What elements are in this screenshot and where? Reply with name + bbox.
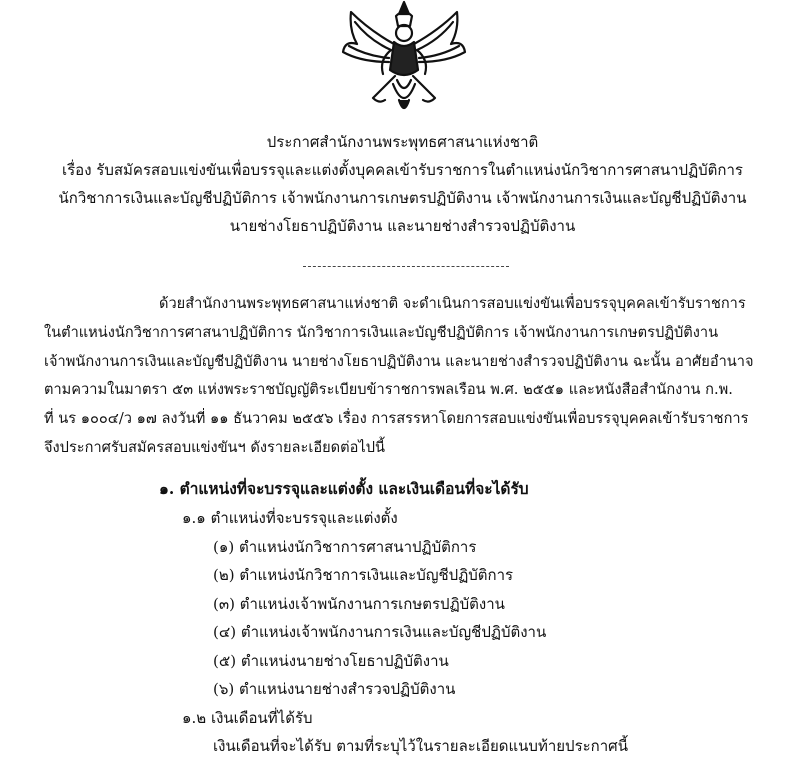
agency-title: ประกาศสำนักงานพระพุทธศาสนาแห่งชาติ [266, 133, 539, 151]
subsection-1-1-label: ๑.๑ ตำแหน่งที่จะบรรจุและแต่งตั้ง [182, 509, 398, 527]
position-item: (๓) ตำแหน่งเจ้าพนักงานการเกษตรปฏิบัติงาน [213, 595, 505, 613]
salary-note: เงินเดือนที่จะได้รับ ตามที่ระบุไว้ในรายละเอียดแนบท้ายประกาศนี้ [213, 737, 628, 755]
subject-line-3: นายช่างโยธาปฏิบัติงาน และนายช่างสำรวจปฏิบัติงาน [229, 217, 576, 235]
section-1-heading: ๑. ตำแหน่งที่จะบรรจุและแต่งตั้ง และเงินเดือนที่จะได้รับ [159, 479, 529, 498]
subject-line-1: เรื่อง รับสมัครสอบแข่งขันเพื่อบรรจุและแต่งตั้งบุคคลเข้ารับราชการในตำแหน่งนักวิชาการศาสนาปฏิบัติการ [62, 161, 743, 179]
garuda-emblem-icon [339, 0, 469, 118]
announcement-header [0, 128, 805, 240]
paragraph-line: ที่ นร ๑๐๐๔/ว ๑๗ ลงวันที่ ๑๑ ธันวาคม ๒๕๕๖ เรื่อง การสรรหาโดยการสอบแข่งขันเพื่อบรรจุบุคคลเข้ารับราชการ [44, 410, 749, 428]
paragraph-line: ในตำแหน่งนักวิชาการศาสนาปฏิบัติการ นักวิชาการเงินและบัญชีปฏิบัติการ เจ้าพนักงานการเกษตรปฏิบัติงาน [44, 323, 719, 341]
position-item: (๒) ตำแหน่งนักวิชาการเงินและบัญชีปฏิบัติการ [213, 566, 514, 584]
subsection-1-2-label: ๑.๒ เงินเดือนที่ได้รับ [182, 709, 313, 727]
paragraph-line: จึงประกาศรับสมัครสอบแข่งขันฯ ดังรายละเอียดต่อไปนี้ [44, 438, 385, 456]
paragraph-line: ด้วยสำนักงานพระพุทธศาสนาแห่งชาติ จะดำเนินการสอบแข่งขันเพื่อบรรจุบุคคลเข้ารับราชการ [159, 295, 746, 312]
header-divider [303, 266, 509, 267]
paragraph-line: เจ้าพนักงานการเงินและบัญชีปฏิบัติงาน นายช่างโยธาปฏิบัติงาน และนายช่างสำรวจปฏิบัติงาน ฉะนั้น อาศัยอำนาจ [44, 352, 754, 370]
position-item: (๑) ตำแหน่งนักวิชาการศาสนาปฏิบัติการ [213, 538, 477, 556]
subject-line-2: นักวิชาการเงินและบัญชีปฏิบัติการ เจ้าพนักงานการเกษตรปฏิบัติงาน เจ้าพนักงานการเงินและบัญชีปฏิบัติงาน [58, 189, 747, 207]
paragraph-line: ตามความในมาตรา ๕๓ แห่งพระราชบัญญัติระเบียบข้าราชการพลเรือน พ.ศ. ๒๕๕๑ และหนังสือสำนักงาน ก.พ. [44, 381, 733, 399]
intro-paragraph [0, 290, 805, 463]
position-item: (๕) ตำแหน่งนายช่างโยธาปฏิบัติงาน [213, 652, 449, 670]
position-item: (๔) ตำแหน่งเจ้าพนักงานการเงินและบัญชีปฏิบัติงาน [213, 623, 547, 641]
position-item: (๖) ตำแหน่งนายช่างสำรวจปฏิบัติงาน [213, 680, 456, 698]
